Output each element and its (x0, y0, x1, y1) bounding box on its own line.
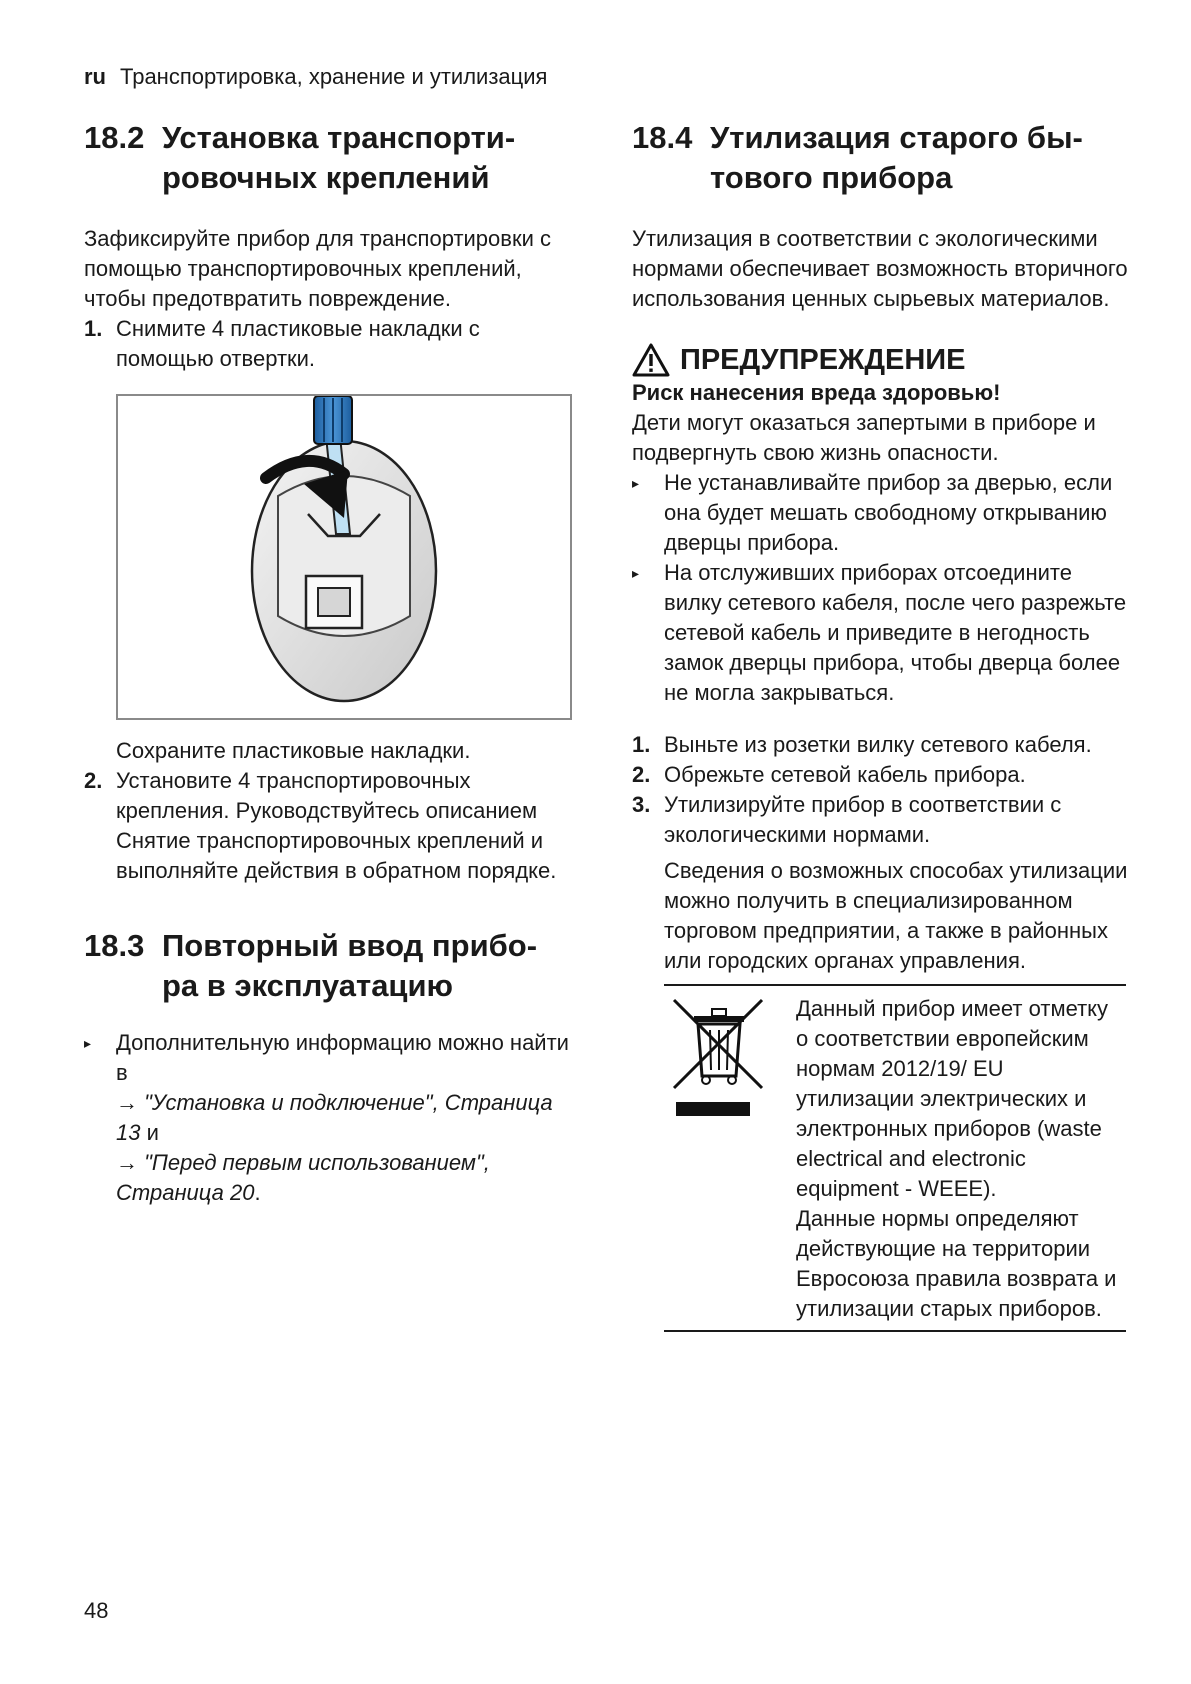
section-18-2-heading: 18.2 Установка транспорти- ровочных креплений (84, 120, 516, 195)
language-code: ru (84, 64, 106, 89)
page-number: 48 (84, 1598, 109, 1623)
link-installation[interactable]: → "Установка и подключение", Страница 13 (116, 1090, 553, 1145)
disposal-step-2: 2. Обрежьте сетевой кабель прибора. (632, 762, 1026, 787)
section-18-2-intro: Зафиксируйте прибор для транспортировки с помощью транспортировочных креплений, чтобы предотвратить повреждение. (84, 226, 551, 311)
step-1: 1. Снимите 4 пластиковые накладки с помощью отвертки. (84, 316, 480, 371)
info-bullet: ▸ Дополнительную информацию можно найти в → "Установка и подключение", Страница 13 и → "Перед первым использованием", Страница 20. (84, 1028, 572, 1208)
bullet-triangle-icon: ▸ (84, 1035, 92, 1051)
chapter-title: Транспортировка, хранение и утилизация (120, 64, 548, 89)
bullet-triangle-icon: ▸ (632, 565, 640, 581)
warning-title: ПРЕДУПРЕЖДЕНИЕ (632, 342, 1128, 378)
illustration-remove-covers (116, 394, 572, 720)
page-header (84, 64, 547, 90)
step-2: 2. Установите 4 транспортировочных крепления. Руководствуйтесь описанием Снятие транспортировочных креплений и выполняйте действия в обратном порядке. (84, 768, 557, 883)
keep-covers-note: Сохраните пластиковые накладки. (116, 738, 471, 763)
warning-text: Дети могут оказаться запертыми в приборе и подвергнуть свою жизнь опасности. (632, 410, 1096, 465)
warning-block (632, 342, 1128, 708)
warning-bullet-2: ▸ На отслуживших приборах отсоедините вилку сетевого кабеля, после чего разрежьте сетевой кабель и приведите в негодность замок дверцы прибора, чтобы дверца более не могла закрываться. (632, 558, 1128, 708)
section-18-3-heading: 18.3 Повторный ввод прибо- ра в эксплуатацию (84, 928, 538, 1003)
disposal-steps (632, 730, 1128, 850)
disposal-step-3: 3. Утилизируйте прибор в соответствии с экологическими нормами. (632, 792, 1062, 847)
disposal-info: Сведения о возможных способах утилизации можно получить в специализированном торговом предприятии, а также в районных или городских органах управления. (664, 858, 1128, 973)
screwdriver-cover-illustration (118, 396, 570, 718)
weee-notice (664, 984, 1126, 1332)
right-column (632, 118, 1128, 1332)
bullet-triangle-icon: ▸ (632, 475, 640, 491)
weee-text: Данный прибор имеет отметку о соответствии европейским нормам 2012/19/ EU утилизации электрических и электронных приборов (waste electrical and electronic equipment - WEEE). Данные нормы определяют действующие на территории Евросоюза правила возврата и утилизации старых приборов. (796, 996, 1117, 1321)
link-first-use[interactable]: → "Перед первым использованием", Страница 20 (116, 1150, 490, 1205)
weee-crossed-bin-icon (664, 994, 796, 1324)
warning-triangle-icon (632, 343, 670, 377)
left-column (84, 118, 572, 1208)
warning-bullet-1: ▸ Не устанавливайте прибор за дверью, если она будет мешать свободному открыванию дверцы прибора. (632, 468, 1128, 558)
section-18-4-intro: Утилизация в соответствии с экологическими нормами обеспечивает возможность вторичного использования ценных сырьевых материалов. (632, 226, 1128, 311)
warning-subtitle: Риск нанесения вреда здоровью! (632, 380, 1001, 405)
section-18-4-heading: 18.4 Утилизация старого бы- тового прибора (632, 120, 1083, 195)
disposal-step-1: 1. Выньте из розетки вилку сетевого кабеля. (632, 732, 1092, 757)
